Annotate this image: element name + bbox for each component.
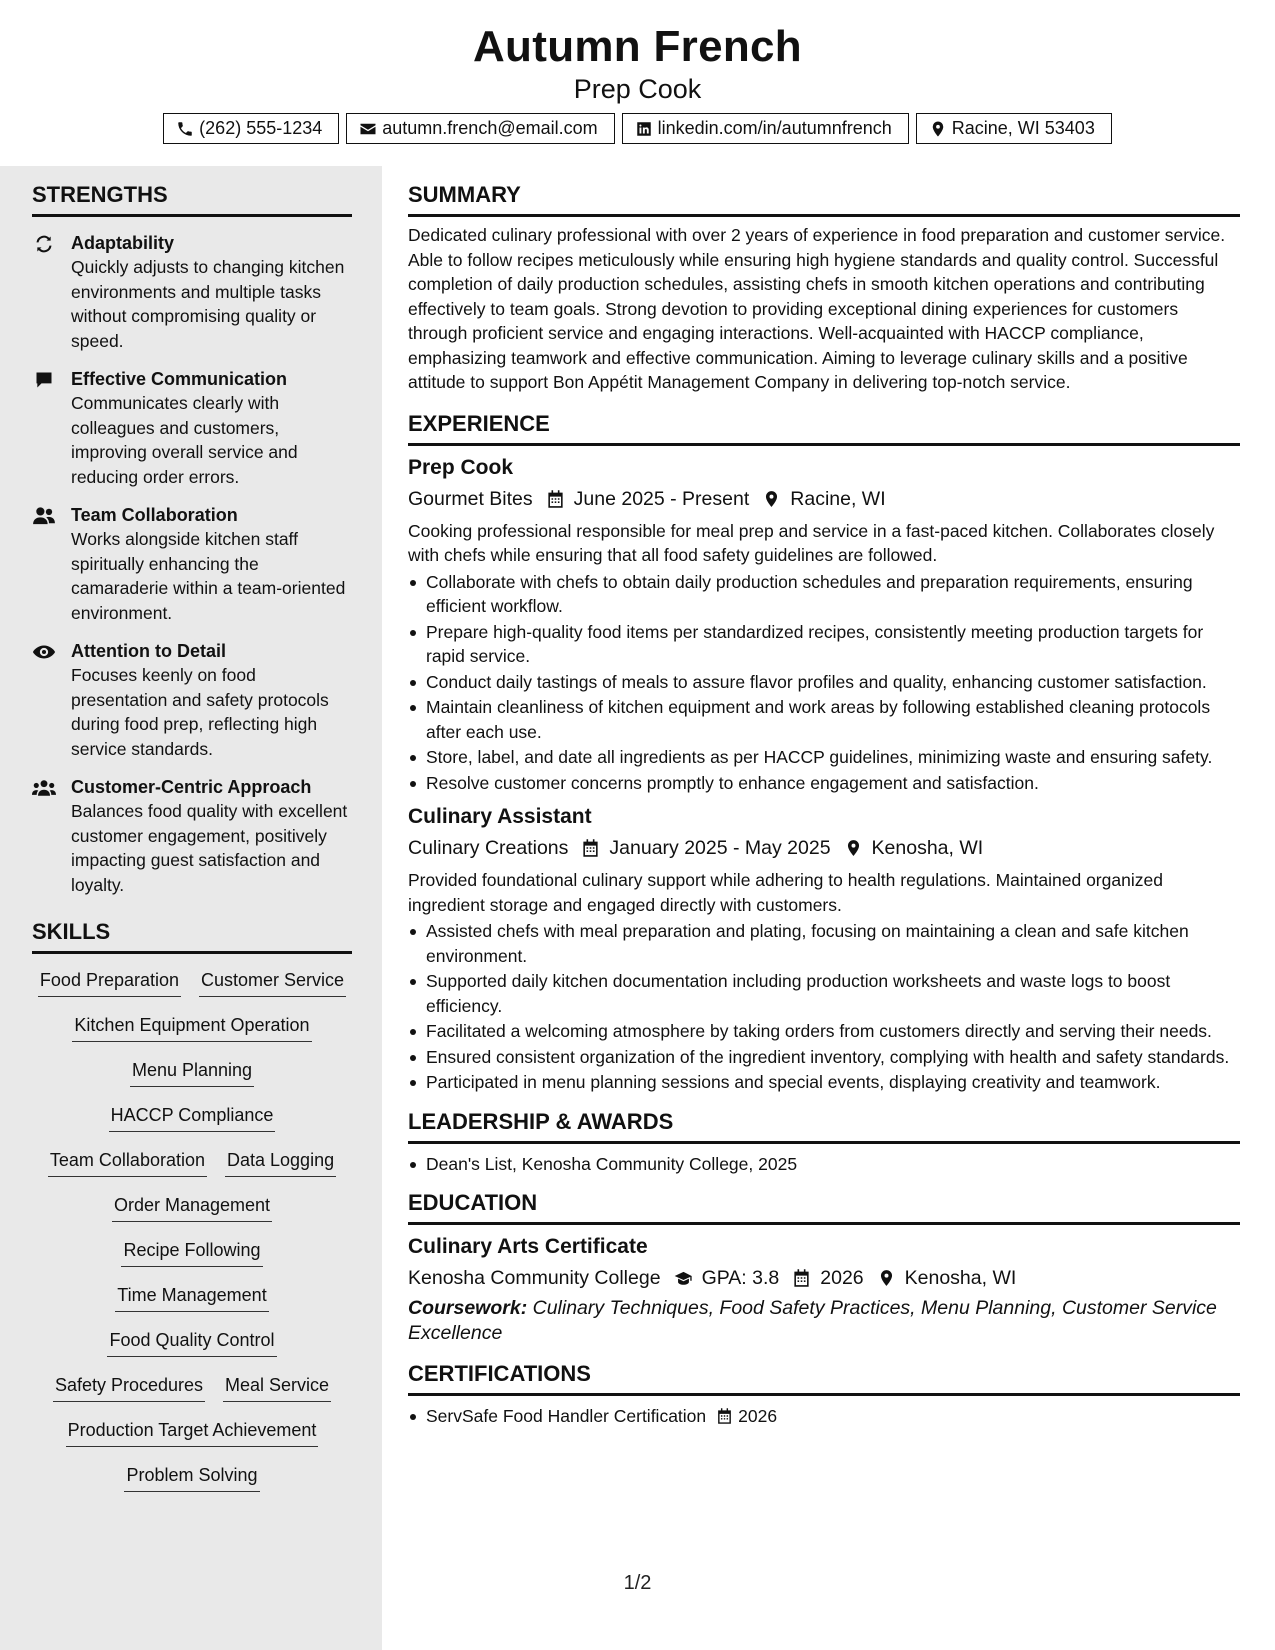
awards-section (408, 1109, 1240, 1177)
experience-section (408, 411, 1240, 1095)
skill-tag: Time Management (115, 1283, 268, 1312)
sidebar (0, 166, 382, 1650)
strength-item (32, 231, 352, 353)
summary-heading: SUMMARY (408, 182, 1240, 217)
job-meta (408, 485, 1240, 513)
skill-tag: Problem Solving (124, 1463, 259, 1492)
skill-tag: Kitchen Equipment Operation (72, 1013, 311, 1042)
job-description: Provided foundational culinary support while adhering to health regulations. Maintained organized ingredient storage and engaged directly with customers. (408, 870, 1163, 915)
skill-tag: Team Collaboration (48, 1148, 207, 1177)
certification-name: ServSafe Food Handler Certification (426, 1406, 707, 1426)
strength-name: Effective Communication (71, 369, 288, 389)
envelope-icon (359, 120, 377, 138)
skill-tag: Safety Procedures (53, 1373, 205, 1402)
certifications-heading: CERTIFICATIONS (408, 1361, 1240, 1396)
job-entry (408, 454, 1240, 796)
job-dates: June 2025 - Present (573, 487, 750, 510)
strength-desc: Works alongside kitchen staff spiritually enhancing the camaraderie within a team-oriented environment. (71, 529, 346, 623)
contact-bar (0, 113, 1275, 144)
summary-section (408, 182, 1240, 395)
skill-tag: Menu Planning (130, 1058, 254, 1087)
school-name: Kenosha Community College (408, 1267, 661, 1289)
bullet-item: Supported daily kitchen documentation including production worksheets and waste logs to boost efficiency. (408, 969, 1240, 1018)
skill-tag: Meal Service (223, 1373, 331, 1402)
job-description: Cooking professional responsible for meal prep and service in a fast-paced kitchen. Collaborates closely with chefs while ensuring that all food safety guidelines are followed. (408, 520, 1215, 565)
coursework-list: Culinary Techniques, Food Safety Practices, Menu Planning, Customer Service Excellence (408, 1297, 1217, 1344)
bullet-item: Store, label, and date all ingredients as per HACCP guidelines, minimizing waste and ensuring safety. (408, 745, 1240, 770)
job-bullets (408, 570, 1240, 796)
degree-name: Culinary Arts Certificate (408, 1235, 648, 1258)
strength-name: Team Collaboration (71, 505, 238, 525)
awards-list (408, 1152, 1240, 1177)
skill-tag: Food Quality Control (107, 1328, 276, 1357)
eye-icon (32, 642, 56, 662)
skill-tag: Production Target Achievement (66, 1418, 319, 1447)
job-role: Culinary Assistant (408, 805, 592, 828)
bullet-item: Maintain cleanliness of kitchen equipment and work areas by following established cleaning protocols after each use. (408, 695, 1240, 744)
users-icon (32, 778, 56, 798)
graduation-year: 2026 (820, 1267, 864, 1289)
education-heading: EDUCATION (408, 1190, 1240, 1225)
map-pin-icon (844, 838, 863, 858)
skill-tag: Order Management (112, 1193, 272, 1222)
job-entry (408, 803, 1240, 1095)
certifications-list (408, 1404, 1240, 1429)
candidate-title: Prep Cook (573, 74, 702, 104)
contact-email-text: autumn.french@email.com (382, 118, 598, 138)
calendar-icon (792, 1268, 811, 1288)
bullet-item: Assisted chefs with meal preparation and plating, focusing on maintaining a clean and safe kitchen environment. (408, 919, 1240, 968)
bullet-item: Ensured consistent organization of the ingredient inventory, complying with health and safety standards. (408, 1045, 1240, 1070)
contact-email[interactable] (346, 113, 614, 144)
certification-item (408, 1404, 1240, 1429)
job-dates: January 2025 - May 2025 (609, 837, 831, 859)
contact-linkedin[interactable] (622, 113, 909, 144)
refresh-icon (32, 234, 56, 254)
contact-phone[interactable] (163, 113, 339, 144)
experience-heading: EXPERIENCE (408, 411, 1240, 446)
education-meta (408, 1264, 1240, 1292)
strength-item (32, 775, 352, 897)
job-role: Prep Cook (408, 455, 514, 479)
page-number: 1/2 (623, 1572, 652, 1594)
strength-name: Adaptability (71, 233, 175, 253)
candidate-name: Autumn French (472, 22, 802, 71)
strength-desc: Balances food quality with excellent customer engagement, positively impacting guest satisfaction and loyalty. (71, 801, 348, 895)
graduation-cap-icon (674, 1268, 693, 1288)
main-content (408, 166, 1240, 1429)
education-location: Kenosha, WI (904, 1267, 1017, 1289)
skill-tag: Customer Service (199, 968, 346, 997)
strength-name: Customer-Centric Approach (71, 777, 312, 797)
bullet-item: Conduct daily tastings of meals to assure flavor profiles and quality, enhancing customer satisfaction. (408, 670, 1240, 695)
skill-tag: HACCP Compliance (109, 1103, 276, 1132)
strength-desc: Focuses keenly on food presentation and safety protocols during food prep, reflecting high service standards. (71, 665, 329, 759)
bullet-item: Prepare high-quality food items per standardized recipes, consistently meeting production targets for rapid service. (408, 620, 1240, 669)
gpa: GPA: 3.8 (701, 1267, 780, 1289)
job-company: Gourmet Bites (408, 487, 533, 510)
map-pin-icon (929, 120, 947, 138)
linkedin-icon (635, 120, 653, 138)
bullet-item: Participated in menu planning sessions and special events, displaying creativity and teamwork. (408, 1070, 1240, 1095)
education-section (408, 1190, 1240, 1345)
strength-item (32, 503, 352, 625)
strength-name: Attention to Detail (71, 641, 226, 661)
certification-year: 2026 (738, 1406, 778, 1426)
skill-tag: Food Preparation (38, 968, 181, 997)
resume-header (0, 0, 1275, 166)
skill-tag: Recipe Following (121, 1238, 262, 1267)
awards-heading: LEADERSHIP & AWARDS (408, 1109, 1240, 1144)
summary-text: Dedicated culinary professional with over 2 years of experience in food preparation and customer service. Able to follow recipes meticulously while ensuring high hygiene standards and quality control. Successful completion of daily production schedules, assisting chefs in smooth kitchen operations and contributing effectively to team goals. Strong devotion to providing exceptional dining experiences for customers through proficient service and engaging interactions. Well-acquainted with HACCP compliance, emphasizing teamwork and effective communication. Aiming to leverage culinary skills and a positive attitude to support Bon Appétit Management Company in delivering top-notch service. (408, 225, 1226, 392)
strengths-heading: STRENGTHS (32, 182, 352, 217)
user-group-icon (32, 506, 56, 526)
calendar-icon (716, 1407, 733, 1425)
bullet-item: Collaborate with chefs to obtain daily production schedules and preparation requirements, ensuring efficient workflow. (408, 570, 1240, 619)
certifications-section (408, 1361, 1240, 1429)
speech-bubble-icon (32, 370, 56, 390)
strength-item (32, 639, 352, 761)
contact-phone-text: (262) 555-1234 (199, 118, 323, 138)
calendar-icon (581, 838, 600, 858)
contact-linkedin-text: linkedin.com/in/autumnfrench (657, 118, 892, 138)
job-bullets (408, 919, 1240, 1095)
strength-item (32, 367, 352, 489)
phone-icon (176, 120, 194, 138)
skills-list (32, 968, 352, 1508)
award-item: Dean's List, Kenosha Community College, 2025 (408, 1152, 1240, 1177)
map-pin-icon (877, 1268, 896, 1288)
job-company: Culinary Creations (408, 837, 569, 859)
contact-location (916, 113, 1112, 144)
job-meta (408, 834, 1240, 862)
skill-tag: Data Logging (225, 1148, 336, 1177)
coursework-label: Coursework: (408, 1297, 528, 1319)
job-location: Racine, WI (790, 487, 886, 510)
calendar-icon (546, 489, 565, 509)
map-pin-icon (762, 489, 781, 509)
skills-heading: SKILLS (32, 919, 352, 954)
strength-desc: Communicates clearly with colleagues and customers, improving overall service and reducing order errors. (71, 393, 298, 487)
job-location: Kenosha, WI (871, 837, 984, 859)
contact-location-text: Racine, WI 53403 (951, 118, 1095, 138)
bullet-item: Facilitated a welcoming atmosphere by taking orders from customers directly and serving their needs. (408, 1019, 1240, 1044)
bullet-item: Resolve customer concerns promptly to enhance engagement and satisfaction. (408, 771, 1240, 796)
coursework (408, 1296, 1240, 1345)
strength-desc: Quickly adjusts to changing kitchen environments and multiple tasks without compromising quality or speed. (71, 257, 345, 351)
